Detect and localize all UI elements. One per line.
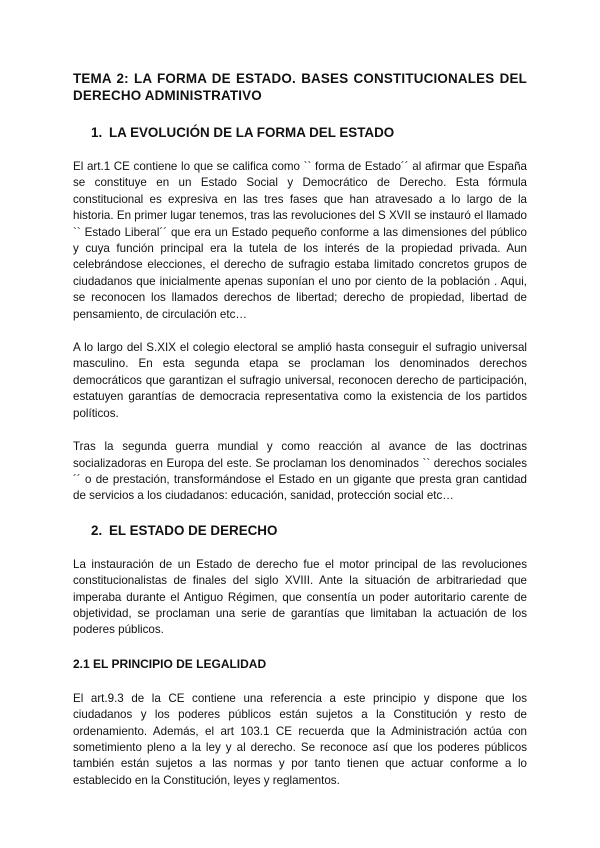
- paragraph: La instauración de un Estado de derecho fue el motor principal de las revoluciones constitucionalistas de finales del siglo XVIII. Ante la situación de arbitrariedad que imperaba durante el Antiguo Régimen, que consentía un poder autoritario carente de objetividad, se proclaman una serie de garantías que limitaban la actuación de los poderes públicos.: [73, 557, 527, 637]
- paragraph: El art.1 CE contiene lo que se califica como `` forma de Estado´´ al afirmar que España se constituye en un Estado Social y Democrático de Derecho. Esta fórmula constitucional es expresiva en las tres fases que han atravesado a lo largo de la historia. En primer lugar tenemos, tras las revoluciones del S XVII se instauró el llamado `` Estado Liberal´´ que era un Estado pequeño conforme a las dimensiones del público y cuya función principal era la tutela de los interés de la propiedad privada. Aun celebrándose elecciones, el derecho de sufragio estaba limitado concretos grupos de ciudadanos que inicialmente apenas suponían el uno por ciento de la población . Aqui, se reconocen los llamados derechos de libertad; derecho de propiedad, libertad de pensamiento, de circulación etc…: [73, 160, 527, 321]
- document-title: TEMA 2: LA FORMA DE ESTADO. BASES CONSTITUCIONALES DEL DERECHO ADMINISTRATIVO: [73, 71, 527, 103]
- section-1-number: 1.: [91, 125, 103, 140]
- paragraph: Tras la segunda guerra mundial y como reacción al avance de las doctrinas socializadoras en Europa del este. Se proclaman los denominados `` derechos sociales´´ o de prestación, transformándose el Estado en un gigante que presta gran cantidad de servicios a los ciudadanos: educación, sanidad, protección social etc…: [73, 440, 527, 503]
- section-1-heading: [91, 124, 527, 141]
- document-body: [73, 70, 527, 806]
- section-2-heading: [91, 522, 527, 539]
- section-2-title: EL ESTADO DE DERECHO: [109, 522, 278, 538]
- paragraph: A lo largo del S.XIX el colegio electoral se amplió hasta conseguir el sufragio universal masculino. En esta segunda etapa se proclaman los denominados derechos democráticos que garantizan el sufragio universal, reconocen derecho de participación, estatuyen garantías de democracia representativa como la existencia de los partidos políticos.: [73, 341, 527, 420]
- subsection-2-1-heading: 2.1 EL PRINCIPIO DE LEGALIDAD: [73, 656, 267, 671]
- section-2-number: 2.: [91, 522, 103, 538]
- section-1-title: LA EVOLUCIÓN DE LA FORMA DEL ESTADO: [109, 125, 395, 140]
- paragraph: El art.9.3 de la CE contiene una referencia a este principio y dispone que los ciudadanos y los poderes públicos están sujetos a la Constitución y resto de ordenamiento. Además, el art 103.1 CE recuerda que la Administración actúa con sometimiento pleno a la ley y al derecho. Se reconoce así que los poderes públicos también están sujetos a las normas y por tanto tienen que actuar conforme a lo establecido en la Constitución, leyes y reglamentos.: [73, 691, 527, 787]
